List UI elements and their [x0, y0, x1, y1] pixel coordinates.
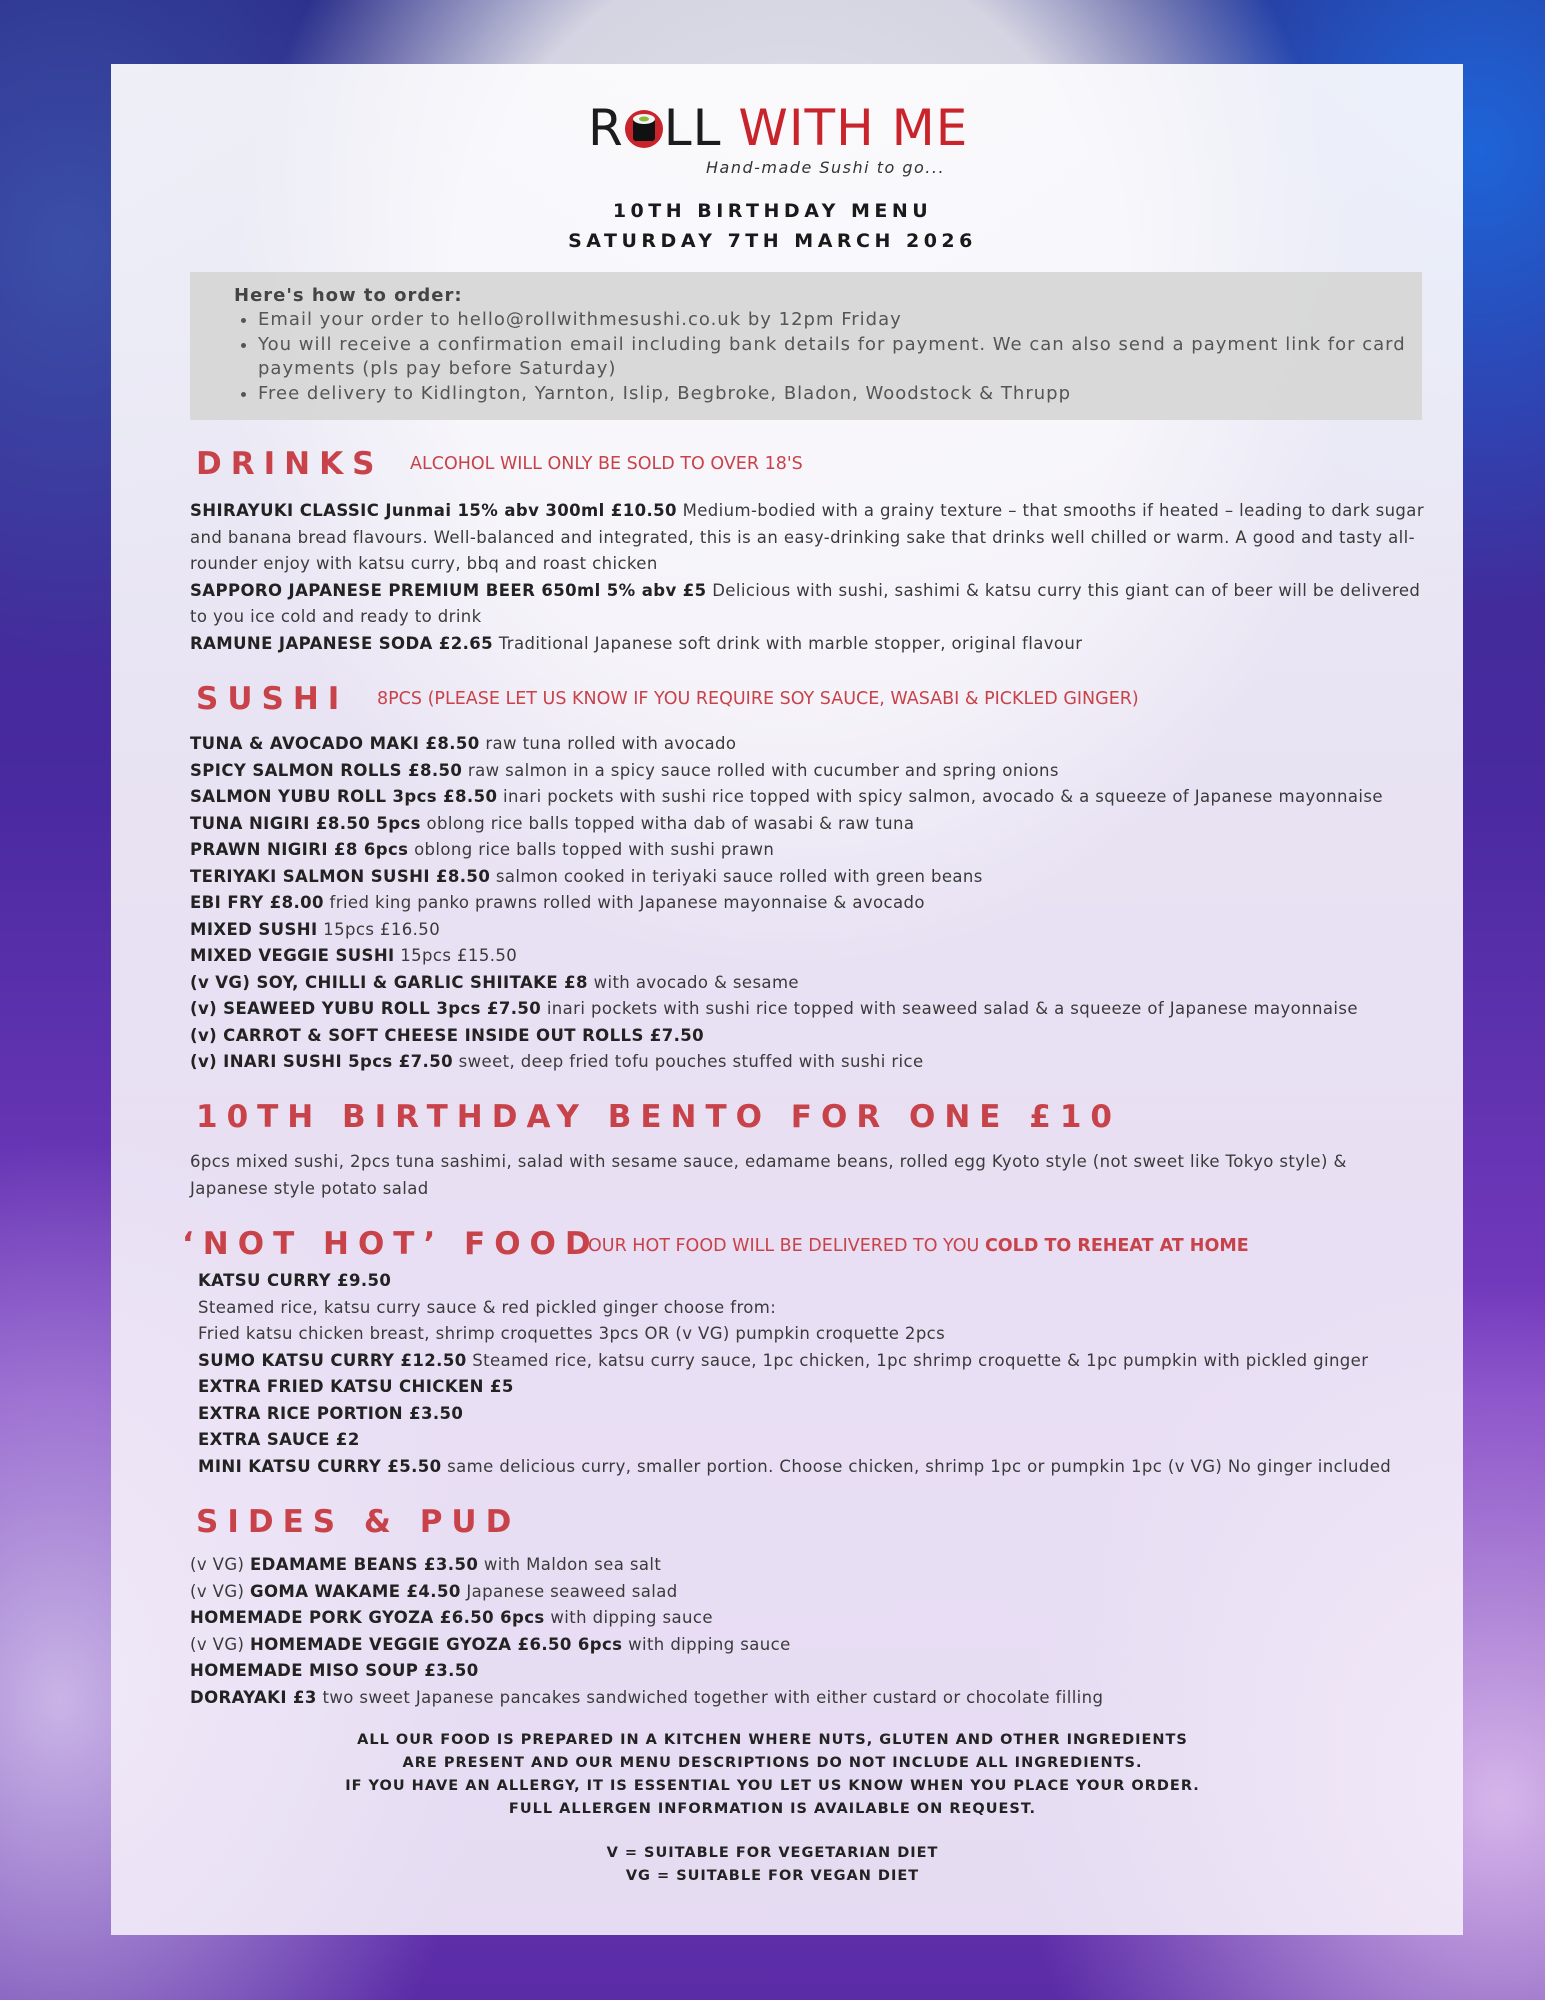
list-item: MIXED VEGGIE SUSHI 15pcs £15.50	[190, 946, 518, 965]
order-list	[234, 308, 1422, 406]
list-item: (v) SEAWEED YUBU ROLL 3pcs £7.50 inari pockets with sushi rice topped with seaweed salad & a squeeze of Japanese mayonnaise	[190, 999, 1358, 1018]
list-item: KATSU CURRY £9.50	[198, 1271, 392, 1290]
hot-food-note: OUR HOT FOOD WILL BE DELIVERED TO YOU COLD TO REHEAT AT HOME	[588, 1236, 1249, 1256]
list-item: (v VG) GOMA WAKAME £4.50 Japanese seaweed salad	[190, 1581, 678, 1601]
order-bullet: • You will receive a confirmation email including bank details for payment. We can also send a payment link for card payments (pls pay before Saturday)	[258, 333, 1422, 382]
allergen-line: IF YOU HAVE AN ALLERGY, IT IS ESSENTIAL YOU LET US KNOW WHEN YOU PLACE YOUR ORDER.	[345, 1778, 1200, 1794]
list-item: EBI FRY £8.00 fried king panko prawns rolled with Japanese mayonnaise & avocado	[190, 893, 925, 912]
list-item: EXTRA RICE PORTION £3.50	[198, 1403, 464, 1423]
sides-heading: SIDES & PUD	[196, 1504, 521, 1540]
bento-description	[190, 1149, 1430, 1202]
list-item: HOMEMADE PORK GYOZA £6.50 6pcs with dipping sauce	[190, 1608, 713, 1627]
sushi-heading: SUSHI	[196, 681, 349, 717]
list-item: TUNA & AVOCADO MAKI £8.50 raw tuna rolled with avocado	[190, 734, 737, 753]
allergen-notice	[0, 1729, 1545, 1821]
list-item: TUNA NIGIRI £8.50 5pcs oblong rice balls topped witha dab of wasabi & raw tuna	[190, 813, 915, 833]
tagline: Hand-made Sushi to go...	[706, 158, 946, 177]
list-item: HOMEMADE MISO SOUP £3.50	[190, 1661, 479, 1680]
list-item: TERIYAKI SALMON SUSHI £8.50 salmon cooked in teriyaki sauce rolled with green beans	[190, 866, 983, 886]
hot-food-heading: ‘NOT HOT’ FOOD	[182, 1226, 600, 1262]
sushi-list	[190, 731, 1430, 1076]
list-item: SUMO KATSU CURRY £12.50 Steamed rice, katsu curry sauce, 1pc chicken, 1pc shrimp croquette & 1pc pumpkin with pickled ginger	[198, 1350, 1369, 1370]
list-item: EXTRA SAUCE £2	[198, 1430, 360, 1449]
list-item: EXTRA FRIED KATSU CHICKEN £5	[198, 1377, 514, 1396]
list-item: Fried katsu chicken breast, shrimp croquettes 3pcs OR (v VG) pumpkin croquette 2pcs	[198, 1324, 946, 1343]
list-item: PRAWN NIGIRI £8 6pcs oblong rice balls topped with sushi prawn	[190, 840, 775, 859]
list-item: SPICY SALMON ROLLS £8.50 raw salmon in a spicy sauce rolled with cucumber and spring onions	[190, 760, 1059, 780]
list-item: MINI KATSU CURRY £5.50 same delicious curry, smaller portion. Choose chicken, shrimp 1pc or pumpkin 1pc (v VG) No ginger included	[198, 1456, 1392, 1476]
list-item: RAMUNE JAPANESE SODA £2.65 Traditional Japanese soft drink with marble stopper, original flavour	[190, 633, 1083, 653]
allergen-line: ARE PRESENT AND OUR MENU DESCRIPTIONS DO NOT INCLUDE ALL INGREDIENTS.	[402, 1755, 1143, 1771]
list-item: SHIRAYUKI CLASSIC Junmai 15% abv 300ml £10.50 Medium-bodied with a grainy texture – that smooths if heated – leading to dark sugar and banana bread flavours. Well-balanced and integrated, this is an easy-drinking sake that drinks well chilled or warm. A good and tasty all-rounder enjoy with katsu curry, bbq and roast chicken	[190, 501, 1425, 573]
menu-date: SATURDAY 7TH MARCH 2026	[568, 230, 977, 252]
sushi-note: 8PCS (PLEASE LET US KNOW IF YOU REQUIRE SOY SAUCE, WASABI & PICKLED GINGER)	[377, 689, 1139, 709]
list-item: SAPPORO JAPANESE PREMIUM BEER 650ml 5% abv £5 Delicious with sushi, sashimi & katsu curry this giant can of beer will be delivered to you ice cold and ready to drink	[190, 580, 1421, 626]
logo-title: R LL WITH ME	[588, 99, 969, 157]
list-item: (v VG) SOY, CHILLI & GARLIC SHIITAKE £8 with avocado & sesame	[190, 972, 799, 992]
order-title: Here's how to order:	[234, 285, 463, 306]
menu-title: 10TH BIRTHDAY MENU	[612, 200, 933, 222]
list-item: DORAYAKI £3 two sweet Japanese pancakes sandwiched together with either custard or chocolate filling	[190, 1687, 1104, 1707]
bento-desc-text: 6pcs mixed sushi, 2pcs tuna sashimi, salad with sesame sauce, edamame beans, rolled egg Kyoto style (not sweet like Tokyo style) & Japanese style potato salad	[190, 1152, 1347, 1198]
list-item: (v) INARI SUSHI 5pcs £7.50 sweet, deep fried tofu pouches stuffed with sushi rice	[190, 1052, 924, 1071]
legend-line: V = SUITABLE FOR VEGETARIAN DIET	[606, 1845, 939, 1861]
bento-heading: 10TH BIRTHDAY BENTO FOR ONE £10	[196, 1099, 1121, 1135]
allergen-line: FULL ALLERGEN INFORMATION IS AVAILABLE ON REQUEST.	[508, 1801, 1037, 1817]
drinks-heading: DRINKS	[196, 446, 384, 482]
sushi-roll-icon	[625, 102, 663, 142]
list-item: (v VG) EDAMAME BEANS £3.50 with Maldon sea salt	[190, 1555, 662, 1574]
order-instructions	[190, 272, 1422, 420]
list-item: SALMON YUBU ROLL 3pcs £8.50 inari pockets with sushi rice topped with spicy salmon, avocado & a squeeze of Japanese mayonnaise	[190, 787, 1383, 806]
hot-food-list	[198, 1268, 1438, 1480]
list-item: MIXED SUSHI 15pcs £16.50	[190, 919, 441, 939]
logo	[588, 90, 988, 180]
order-bullet: • Free delivery to Kidlington, Yarnton, Islip, Begbroke, Bladon, Woodstock & Thrupp	[258, 382, 1422, 407]
legend-line: VG = SUITABLE FOR VEGAN DIET	[625, 1868, 920, 1884]
list-item: (v) CARROT & SOFT CHEESE INSIDE OUT ROLLS £7.50	[190, 1025, 705, 1045]
diet-legend	[0, 1842, 1545, 1888]
drinks-list	[190, 498, 1430, 657]
list-item: (v VG) HOMEMADE VEGGIE GYOZA £6.50 6pcs with dipping sauce	[190, 1634, 791, 1654]
sides-list	[190, 1552, 1430, 1711]
order-bullet: • Email your order to hello@rollwithmesushi.co.uk by 12pm Friday	[258, 308, 1422, 333]
drinks-note: ALCOHOL WILL ONLY BE SOLD TO OVER 18'S	[410, 454, 803, 474]
list-item: Steamed rice, katsu curry sauce & red pickled ginger choose from:	[198, 1297, 777, 1317]
allergen-line: ALL OUR FOOD IS PREPARED IN A KITCHEN WHERE NUTS, GLUTEN AND OTHER INGREDIENTS	[357, 1732, 1188, 1748]
